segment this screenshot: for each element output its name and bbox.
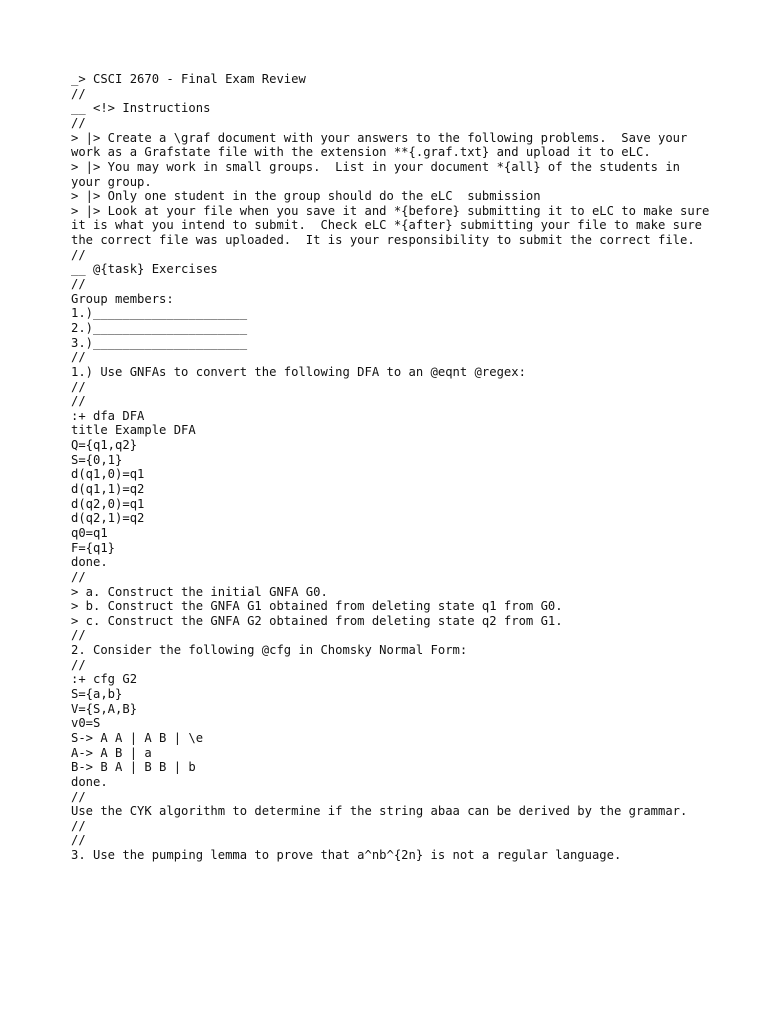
problem-1-part-a: > a. Construct the initial GNFA G0. xyxy=(71,584,328,599)
group-member-blank: 3.)_____________________ xyxy=(71,335,248,350)
dfa-code-line: q0=q1 xyxy=(71,525,108,540)
problem-2-statement: 2. Consider the following @cfg in Chomsky Normal Form: xyxy=(71,643,468,658)
problem-3-statement: 3. Use the pumping lemma to prove that a^nb^{2n} is not a regular language. xyxy=(71,848,622,863)
cfg-code-line: B-> B A | B B | b xyxy=(71,760,196,775)
dfa-code-line: S={0,1} xyxy=(71,452,123,467)
cfg-code-line: V={S,A,B} xyxy=(71,701,138,716)
separator-line: // xyxy=(71,394,86,409)
cfg-code-line: done. xyxy=(71,774,108,789)
dfa-code-line: done. xyxy=(71,555,108,570)
cfg-code-line: A-> A B | a xyxy=(71,745,152,760)
separator-line: // xyxy=(71,277,86,292)
dfa-code-line: d(q2,0)=q1 xyxy=(71,496,145,511)
dfa-code-line: d(q1,0)=q1 xyxy=(71,467,145,482)
separator-line: // xyxy=(71,628,86,643)
cfg-code-line: :+ cfg G2 xyxy=(71,672,138,687)
cfg-code-line: S-> A A | A B | \e xyxy=(71,730,204,745)
problem-2-task: Use the CYK algorithm to determine if the string abaa can be derived by the grammar. xyxy=(71,804,688,819)
instruction-item: > |> Look at your file when you save it and *{before} submitting it to eLC to make sure it is what you intend to submit. Check eLC *{after} submitting your file to make sure the correct file was uploaded. It is your responsibility to submit the correct file. xyxy=(71,203,717,248)
cfg-code-line: v0=S xyxy=(71,716,101,731)
document-title: _> CSCI 2670 - Final Exam Review xyxy=(71,72,306,86)
dfa-code-line: d(q1,1)=q2 xyxy=(71,482,145,497)
dfa-code-line: title Example DFA xyxy=(71,423,196,438)
instructions-heading: __ <!> Instructions xyxy=(71,101,211,116)
dfa-code-line: :+ dfa DFA xyxy=(71,408,145,423)
exercises-heading: __ @{task} Exercises xyxy=(71,262,218,277)
instruction-item: > |> You may work in small groups. List in your document *{all} of the students in your group. xyxy=(71,159,688,189)
dfa-code-line: d(q2,1)=q2 xyxy=(71,511,145,526)
separator-line: // xyxy=(71,379,86,394)
separator-line: // xyxy=(71,657,86,672)
instruction-item: > |> Create a \graf document with your answers to the following problems. Save your work as a Grafstate file with the extension **{.graf.txt} and upload it to eLC. xyxy=(71,130,695,160)
separator-line: // xyxy=(71,115,86,130)
problem-1-part-b: > b. Construct the GNFA G1 obtained from deleting state q1 from G0. xyxy=(71,599,563,614)
group-member-blank: 2.)_____________________ xyxy=(71,321,248,335)
document-page xyxy=(71,72,717,863)
separator-line: // xyxy=(71,818,86,833)
dfa-code-line: Q={q1,q2} xyxy=(71,438,138,453)
separator-line: // xyxy=(71,789,86,804)
cfg-code-line: S={a,b} xyxy=(71,687,123,702)
separator-line: // xyxy=(71,833,86,848)
dfa-code-line: F={q1} xyxy=(71,540,116,555)
problem-1-statement: 1.) Use GNFAs to convert the following DFA to an @eqnt @regex: xyxy=(71,364,526,379)
group-member-blank: 1.)_____________________ xyxy=(71,306,248,321)
separator-line: // xyxy=(71,86,86,101)
separator-line: // xyxy=(71,569,86,584)
instruction-item: > |> Only one student in the group should do the eLC submission xyxy=(71,189,541,204)
separator-line: // xyxy=(71,350,86,365)
group-members-label: Group members: xyxy=(71,291,174,306)
separator-line: // xyxy=(71,247,86,262)
problem-1-part-c: > c. Construct the GNFA G2 obtained from deleting state q2 from G1. xyxy=(71,613,563,628)
